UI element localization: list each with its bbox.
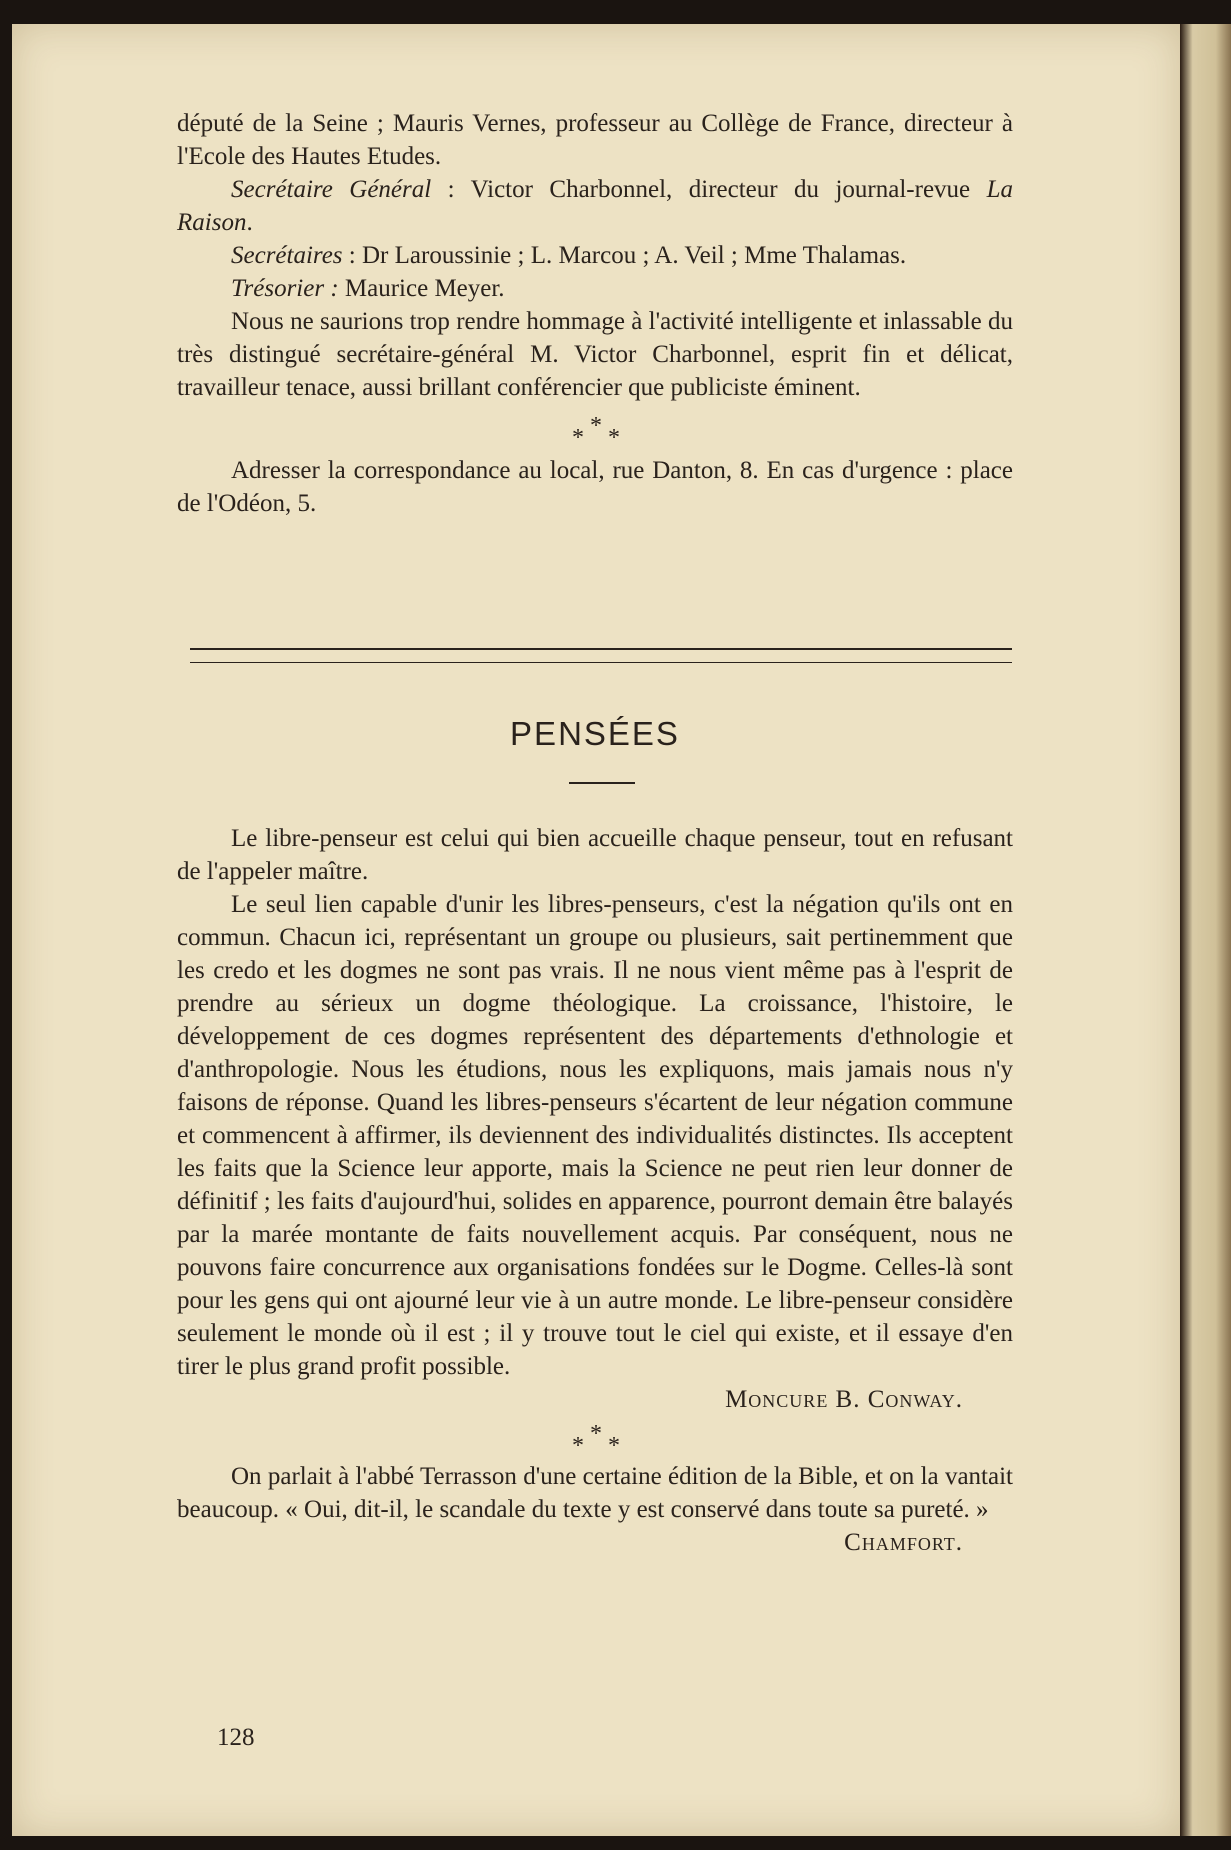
- star: *: [572, 425, 584, 451]
- journal-name: La Raison: [177, 176, 1013, 236]
- paragraph-secretaire-general: [177, 173, 1013, 239]
- star: *: [608, 425, 620, 451]
- top-text-block: [177, 107, 1013, 520]
- paragraph-secretaires: [177, 239, 1013, 272]
- star: *: [608, 1433, 620, 1459]
- paragraph-terrasson: On parlait à l'abbé Terrasson d'une certaine édition de la Bible, et on la vantait beaucoup. « Oui, dit-il, le scandale du texte y est conservé dans toute sa pureté. »: [177, 1463, 1013, 1523]
- asterism-2: [177, 1416, 1013, 1459]
- label-secretaire-general: Secrétaire Général: [231, 176, 432, 203]
- text-secretaire-general-end: .: [246, 209, 253, 236]
- paragraph-adresse: Adresser la correspondance au local, rue Danton, 8. En cas d'urgence : place de l'Odéon, 5.: [177, 457, 1013, 517]
- paragraph-lien: Le seul lien capable d'unir les libres-penseurs, c'est la négation qu'ils ont en commun. Chacun ici, représentant un groupe ou plusieurs, sait pertinemment que les credo et les dogmes ne sont pas vrais. Il ne nous vient même pas à l'esprit de prendre au sérieux un dogme théologique. La croissance, l'histoire, le développement de ces dogmes représentent des départements d'ethnologie et d'anthropologie. Nous les étudions, nous les expliquons, mais jamais nous n'y faisons de réponse. Quand les libres-penseurs s'écartent de leur négation commune et commencent à affirmer, ils deviennent des individualités distinctes. Ils acceptent les faits que la Science leur apporte, mais la Science ne peut rien leur donner de définitif ; les faits d'aujourd'hui, solides en apparence, pourront demain être balayés par la marée montante de faits nouvellement acquis. Par conséquent, nous ne pouvons faire concurrence aux organisations fondées sur le Dogme. Celles-là sont pour les gens qui ont ajourné leur vie à un autre monde. Le libre-penseur considère seulement le monde où il est ; il y trouve tout le ciel qui existe, et il essaye d'en tirer le plus grand profit possible.: [177, 891, 1013, 1380]
- paragraph-hommage: Nous ne saurions trop rendre hommage à l'activité intelligente et inlassable du très distingué secrétaire-général M. Victor Charbonnel, esprit fin et délicat, travailleur tenace, aussi brillant conférencier que publiciste éminent.: [177, 308, 1013, 401]
- title-underline: [569, 782, 635, 784]
- section-title: PENSÉES: [510, 715, 680, 752]
- text-secretaire-general: : Victor Charbonnel, directeur du journal-revue: [431, 176, 987, 203]
- page-number: 128: [217, 1724, 255, 1751]
- paragraph-libre-penseur: Le libre-penseur est celui qui bien accueille chaque penseur, tout en refusant de l'appeler maître.: [177, 825, 1013, 885]
- text-tresorier: Maurice Meyer.: [338, 275, 505, 302]
- paragraph-tresorier: [177, 272, 1013, 305]
- pensees-text-block: [177, 822, 1013, 1559]
- asterism-1: [177, 404, 1013, 451]
- text-secretaires: : Dr Laroussinie ; L. Marcou ; A. Veil ; Mme Thalamas.: [342, 242, 907, 269]
- star: *: [572, 1433, 584, 1459]
- section-rule-top: [190, 648, 1012, 650]
- signature-conway: Moncure B. Conway.: [725, 1386, 963, 1413]
- page-edge: [1180, 24, 1231, 1836]
- label-secretaires: Secrétaires: [231, 242, 343, 269]
- signature-chamfort: Chamfort.: [844, 1529, 963, 1556]
- star: *: [590, 413, 602, 439]
- label-tresorier: Trésorier :: [231, 275, 339, 302]
- section-rule-bottom: [190, 662, 1012, 663]
- star: *: [590, 1421, 602, 1447]
- paragraph-depute: député de la Seine ; Mauris Vernes, professeur au Collège de France, directeur à l'Ecole des Hautes Etudes.: [177, 110, 1013, 170]
